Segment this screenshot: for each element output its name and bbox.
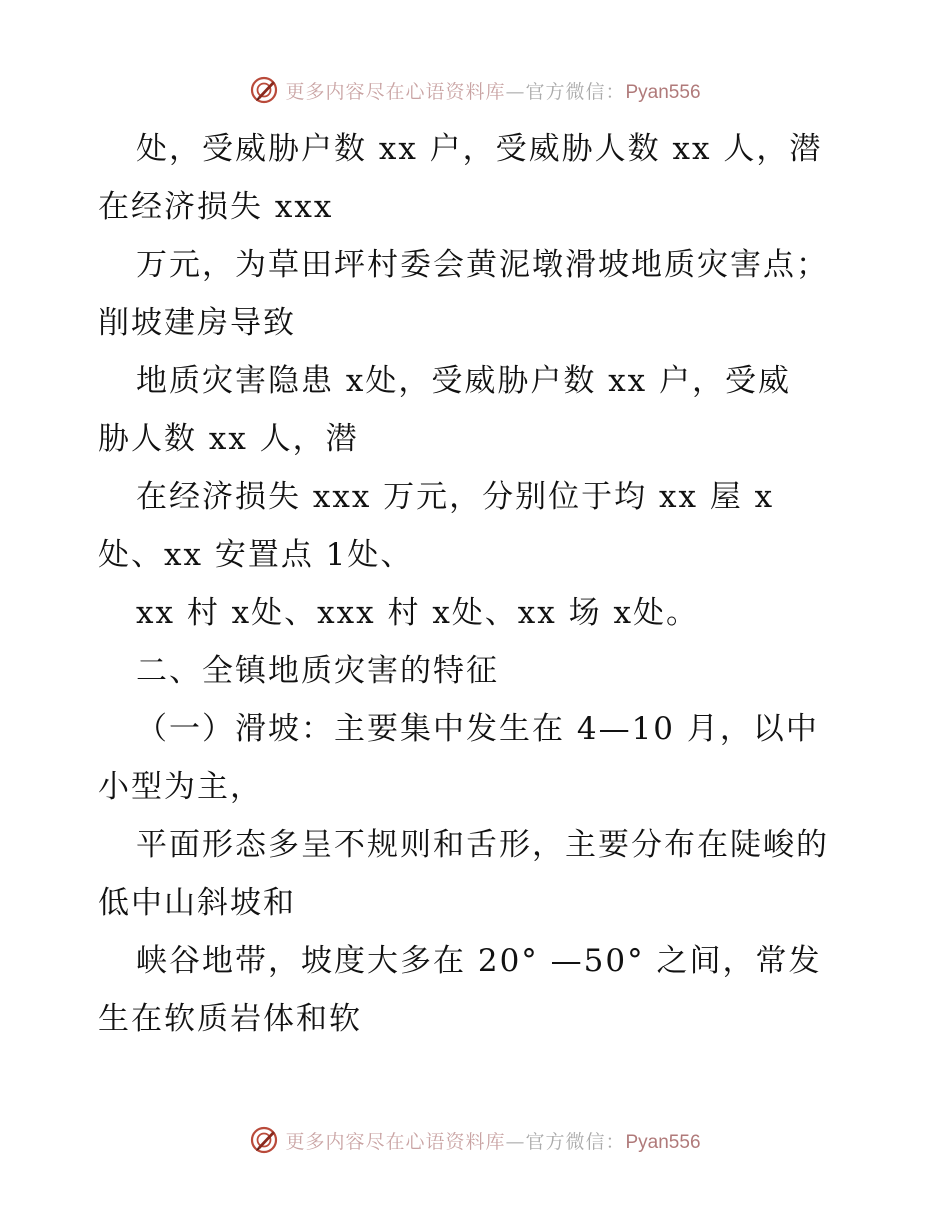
pen-logo-icon [249,1125,279,1155]
text-line: 小型为主， [98,769,263,805]
watermark-id: Pyan556 [625,81,701,103]
text-line: 生在软质岩体和软 [98,1001,362,1037]
watermark-sub: 官方微信： [525,1130,626,1153]
document-body [98,120,878,1048]
text-line: 削坡建房导致 [98,305,296,341]
text-line: 胁人数 xx 人，潜 [98,421,359,457]
text-line: 地质灾害隐患 x处，受威胁户数 xx 户，受威 [136,363,792,399]
text-line: 二、全镇地质灾害的特征 [136,653,499,689]
text-line: 平面形态多呈不规则和舌形，主要分布在陡峻的 [136,827,829,863]
text-line: （一）滑坡：主要集中发生在 4—10 月，以中 [136,711,819,747]
pen-logo-icon [249,75,279,105]
watermark-id: Pyan556 [625,1131,701,1153]
text-line: 在经济损失 xxx 万元，分别位于均 xx 屋 x [136,479,775,515]
text-line: 处，受威胁户数 xx 户，受威胁人数 xx 人，潜 [136,131,823,167]
watermark-text [285,77,700,104]
text-line: 万元，为草田坪村委会黄泥墩滑坡地质灾害点； [136,247,829,283]
header-watermark [0,70,950,110]
text-line: 低中山斜坡和 [98,885,296,921]
watermark-text [285,1127,700,1154]
watermark-dash: — [505,80,526,103]
text-line: 处、xx 安置点 1处、 [98,537,414,573]
footer-watermark [0,1120,950,1160]
watermark-sub: 官方微信： [525,80,626,103]
watermark-main: 更多内容尽在心语资料库 [285,80,506,103]
text-line: 峡谷地带，坡度大多在 20° —50° 之间，常发 [136,943,822,979]
text-line: xx 村 x处、xxx 村 x处、xx 场 x处。 [136,595,699,631]
text-line: 在经济损失 xxx [98,189,334,225]
watermark-dash: — [505,1130,526,1153]
watermark-main: 更多内容尽在心语资料库 [285,1130,506,1153]
